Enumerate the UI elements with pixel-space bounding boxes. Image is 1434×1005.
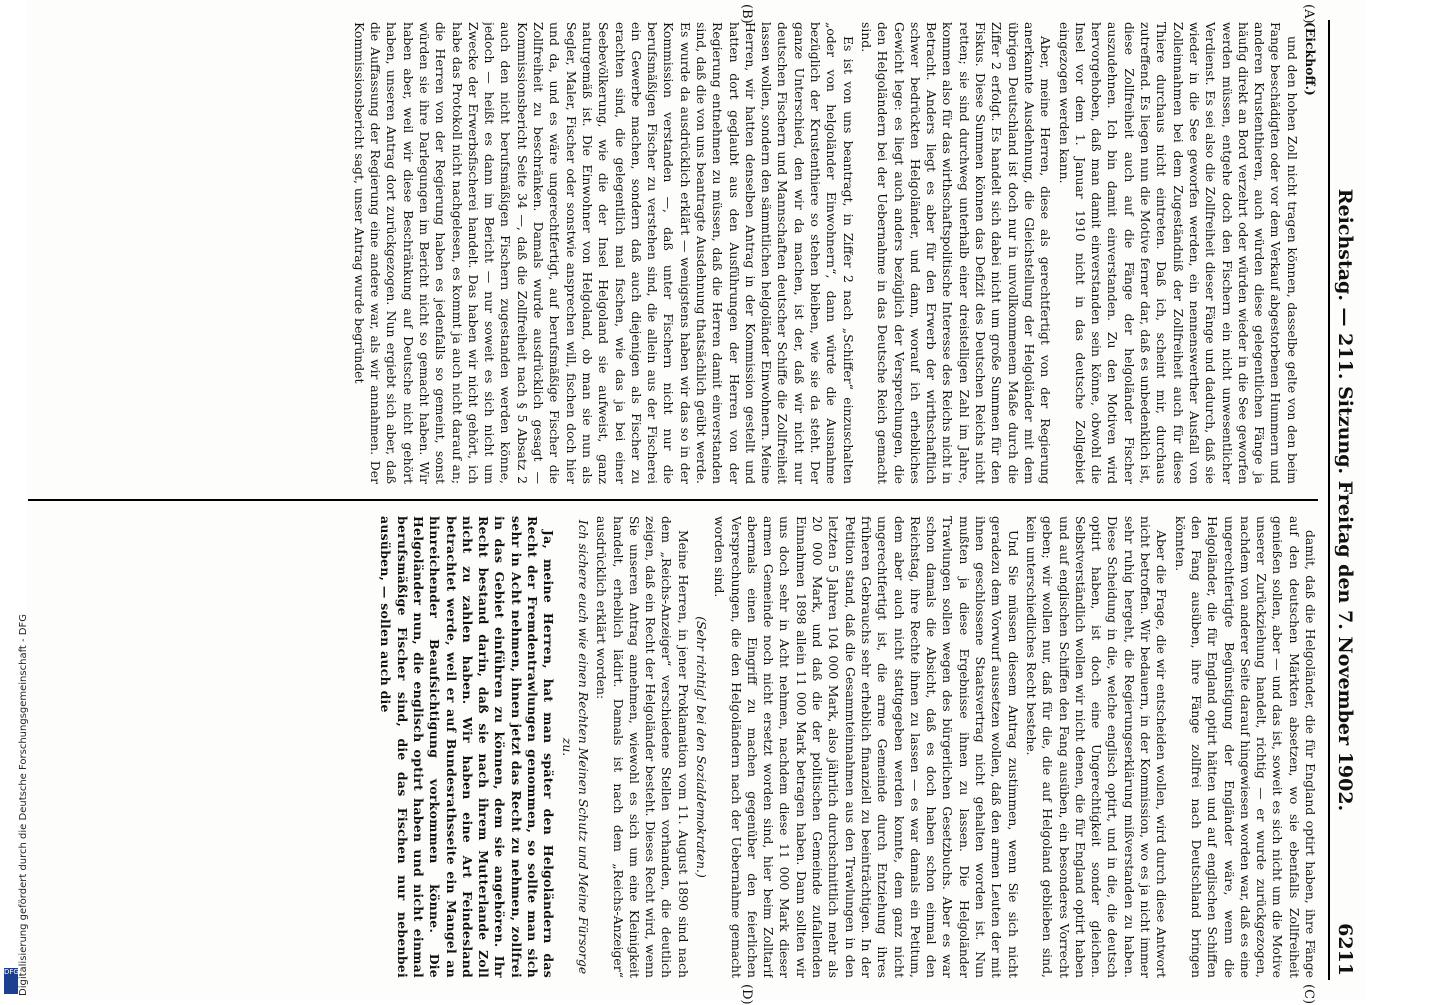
paragraph: Es ist von uns beantragt, in Ziffer 2 nach „Schiffer“ einzuschalten „oder von helgoländer Einwohnern“, dann würde die Ausnahme bezüglich der Krustenthiere so stehen bleiben, wie sie da steht. Der ganze Unterschied, den wir da machen, ist der, daß wir nicht nur deutschen Fischern und Mannschaften deutscher Schiffe die Zollfreiheit lassen wollen, sondern den sämmtlichen helgoländer Einwohnern. Meine Herren, wir hatten denselben Antrag in der Kommission gestellt und hatten dort geglaubt aus den Ausführungen der Herren von der Regierung entnehmen zu müssen, daß die Herren damit einverstanden sind, daß die von uns beantragte Ausdehnung thatsächlich geübt werde. Es wurde da ausdrücklich erklärt — wenigstens haben wir das so in der Kommission verstanden —, daß unter Fischern nicht nur die berufsmäßigen Fischer zu verstehen sind, die allein aus der Fischerei ein Gewerbe machen, sondern daß auch diejenigen als Fischer zu erachten sind, die gelegentlich mal fischen, wie das ja bei einer Seebevölkerung, wie die der Insel Helgoland sie aufweist, ganz naturgemäß ist. Die Einwohner von Helgoland, ob man sie nun als Segler, Maler, Fischer oder sonstwie ansprechen will, fischen doch hier und da, und es wäre ungerechtfertigt, auf berufsmäßige Fischer die Zollfreiheit zu beschränken. Damals wurde ausdrücklich gesagt — Kommissionsbericht Seite 34 —, daß die Zollfreiheit nach § 5 Absatz 2 auch den nicht berufsmäßigen Fischern zugestanden werden könne, jedoch — heißt es dann im Bericht — nur soweit es sich nicht um Zwecke der Erwerbsfischerei handelt. Das haben wir nicht gehört, ich habe das Protokoll nicht nachgelesen, es kommt ja auch nicht darauf an; die Herren von der Regierung haben es jedenfalls so gemeint, sonst würden sie ihre Darlegungen im Bericht nicht so gemacht haben. Wir haben aber, weil wir diese Beschränkung auf Deutsche nicht gehört haben, unseren Antrag dort zurückgezogen. Nun ergiebt sich aber, daß die Auffassung der Regierung eine andere war, als wir annahmen. Der Kommissionsbericht sagt, unser Antrag wurde begründet: [351, 22, 856, 484]
margin-marker-a: (A): [1301, 4, 1316, 24]
page-number: 6211: [1334, 923, 1356, 976]
page-header: [1328, 20, 1360, 980]
paragraph: damit, daß die Helgoländer, die für England optirt haben, ihre Fänge auf den deutschen Märkten absetzen, wo sie ebenfalls Zollfreiheit genießen sollen, aber — und das ist, soweit es sich nicht um die Motive unserer Zurückziehung handelt, richtig — er wurde zurückgezogen, nachdem von anderer Seite darauf hingewiesen worden war, daß es eine ungerechtfertigte Begünstigung der Engländer wäre, wenn die Helgoländer, die für England optirt hätten und auf englischen Schiffen den Fang ausüben, ihre Fänge zollfrei nach Deutschland bringen könnten.: [1172, 516, 1318, 978]
quotation: Ich sichere euch wie einen Rechten Meinen Schutz und Meine Fürsorge zu.: [559, 519, 591, 975]
speaker-name: (Eickhoff.): [1303, 22, 1318, 96]
paragraph: Meine Herren, in jener Proklamation vom 11. August 1890 sind nach dem „Reichs-Anzeiger“ verschiedene Stellen vorhanden, die deutlich zeigen, daß ein Recht der Helgoländer besteht. Dieses Recht wird, wenn Sie unseren Antrag annehmen, wiewohl es sich um eine Kleinigkeit handelt, erheblich lädirt. Damals ist nach dem „Reichs-Anzeiger“ ausdrücklich erklärt worden:: [594, 516, 691, 978]
interjection: (Sehr richtig! bei den Sozialdemokraten.): [694, 616, 710, 878]
paragraph: und den hohen Zoll nicht tragen können, dasselbe gelte von den beim Fange beschädigten oder vor dem Verkauf abgestorbenen Hummern und anderen Krustenthieren, auch würden diese gelegentlichen Fänge ja häufig direkt an Bord verzehrt oder würden wieder in die See geworfen werden müssen, entgehe doch den Fischern ein nicht unwesentlicher Verdienst. Es sei also die Zollfreiheit dieser Fänge und dadurch, daß sie wieder in die See geworfen werden, ein nennenswerther Ausfall von Zolleinnahmen bei dem Zugeständniß der Zollfreiheit auch für diese Thiere durchaus nicht eintreten. Daß ich, scheint mir, durchaus zutreffend. Es liegen nun die Motive ferner dar, daß es unbedenklich ist, diese Zollfreiheit auch auf die Fänge der helgoländer Fischer auszudehnen. Ich bin damit einverstanden. Zu den Motiven wird hervorgehoben, daß man damit einverstanden sein könne, obwohl die Insel vor dem 1. Januar 1910 nicht in das deutsche Zollgebiet eingezogen werden kann.: [1056, 22, 1300, 484]
paragraph: Aber, meine Herren, diese als gerechtfertigt von der Regierung anerkannte Ausdehnung, die Gleichstellung der Helgoländer mit dem übrigen Deutschland ist doch nur in unvollkommenem Maße durch die Ziffer 2 erfolgt. Es handelt sich dabei nicht um große Summen für den Fiskus. Diese Summen können das Defizit des Deutschen Reichs nicht retten; sie sind durchweg unterhalb einer dreistelligen Zahl im Jahre, kommen also für das wirthschaftspolitische Interesse des Reichs nicht in Betracht. Anders liegt es aber für den Erwerb der wirthschaftlich schwer bedrückten Helgoländer, und dann, worauf ich erhebliches Gewicht lege: es liegt auch anders bezüglich der Versprechungen, die den Helgoländern bei der Uebernahme in das Deutsche Reich gemacht sind.: [858, 22, 1054, 484]
footer-credit: Digitalisierung gefördert durch die Deutsche Forschungsgemeinschaft - DFG: [18, 613, 29, 996]
left-column: [28, 22, 1318, 484]
right-column: [28, 516, 1318, 978]
margin-marker-b: (B): [739, 4, 754, 24]
margin-marker-d: (D): [739, 984, 754, 1005]
paragraph: Und Sie müssen diesem Antrag zustimmen, wenn Sie sich nicht geradezu dem Vorwurf aussetzen wollen, daß den armen Leuten der mit ihnen geschlossene Staatsvertrag nicht gehalten worden ist. Nun mußten ja diese Ergebnisse ihnen zu lassen. Die Helgoländer Trawlungen sollen wegen des bürgerlichen Gesetzbuchs. Aber es war schon damals die Absicht, daß es doch haben schon einmal den Reichstag, ihre Rechte ihnen zu lassen — es war damals ein Petitum, dem aber auch nicht stattgegeben werden konnte, dem ganz nicht ungerechtfertigt ist, die arme Gemeinde durch Entziehung ihres früheren Gebrauchs sehr erheblich finanziell zu beeinträchtigen. In der Petition stand, daß die Gesammteinnahmen aus den Trawlungen in den letzten 5 Jahren 104 000 Mark, also jährlich durchschnittlich mehr als 20 000 Mark, und daß die der politischen Gemeinde zufallenden Einnahmen 1898 allein 11 000 Mark betragen haben. Dann sollten wir uns doch sehr in Acht nehmen, nachdem diese 11 000 Mark dieser armen Gemeinde noch nicht ersetzt worden sind, hier beim Zolltarif abermals einen Eingriff zu machen gegenüber den feierlichen Versprechungen, die den Helgoländern nach der Uebernahme gemacht worden sind.: [712, 516, 1021, 978]
margin-marker-c: (C): [1301, 984, 1316, 1005]
paragraph: Ja, meine Herren, hat man später den Helgoländern das Recht der Fremdentrawlungen genommen, so sollte man sich sehr in Acht nehmen, ihnen jetzt das Recht zu nehmen, zollfrei in das Gebiet einführen zu können, dem sie angehören. Ihr Recht bestand darin, daß sie nach ihrem Mutterlande Zoll nicht zu zahlen haben. Wir haben eine Art Feindesland betrachtet werde, weil er auf Bundesrathsseite ein Mangel an hinreichender Beaufsichtigung vorkommen könne. Die Helgoländer nun, die englisch optirt haben und nicht einmal berufsmäßige Fischer sind, die das Fischen nur nebenbei ausüben, — sollen auch die: [378, 516, 557, 978]
digitization-footer: [0, 0, 29, 1000]
paragraph: Aber die Frage, die wir entscheiden wollen, wird durch diese Antwort nicht betroffen. Wir bedauern, in der Kommission, wo es ja nicht immer sehr ruhig hergeht, die Regierungserklärung mißverstanden zu haben. Diese Scheidung in die, welche englisch optirt, und in die, die deutsch optirt haben, ist doch eine Ungerechtigkeit sonder gleichen. Selbstverständlich wollen wir nicht denen, die für England optirt haben und auf englischen Schiffen den Fang ausüben, ein besonderes Vorrecht geben; wir wollen nur, daß für die, die auf Helgoland geblieben sind, kein unterschiedliches Recht bestehe.: [1023, 516, 1170, 978]
dfg-logo: DFG: [4, 968, 18, 994]
column-divider: [28, 499, 1318, 501]
header-title: Reichstag. — 211. Sitzung. Freitag den 7. November 1902.: [1334, 188, 1356, 812]
